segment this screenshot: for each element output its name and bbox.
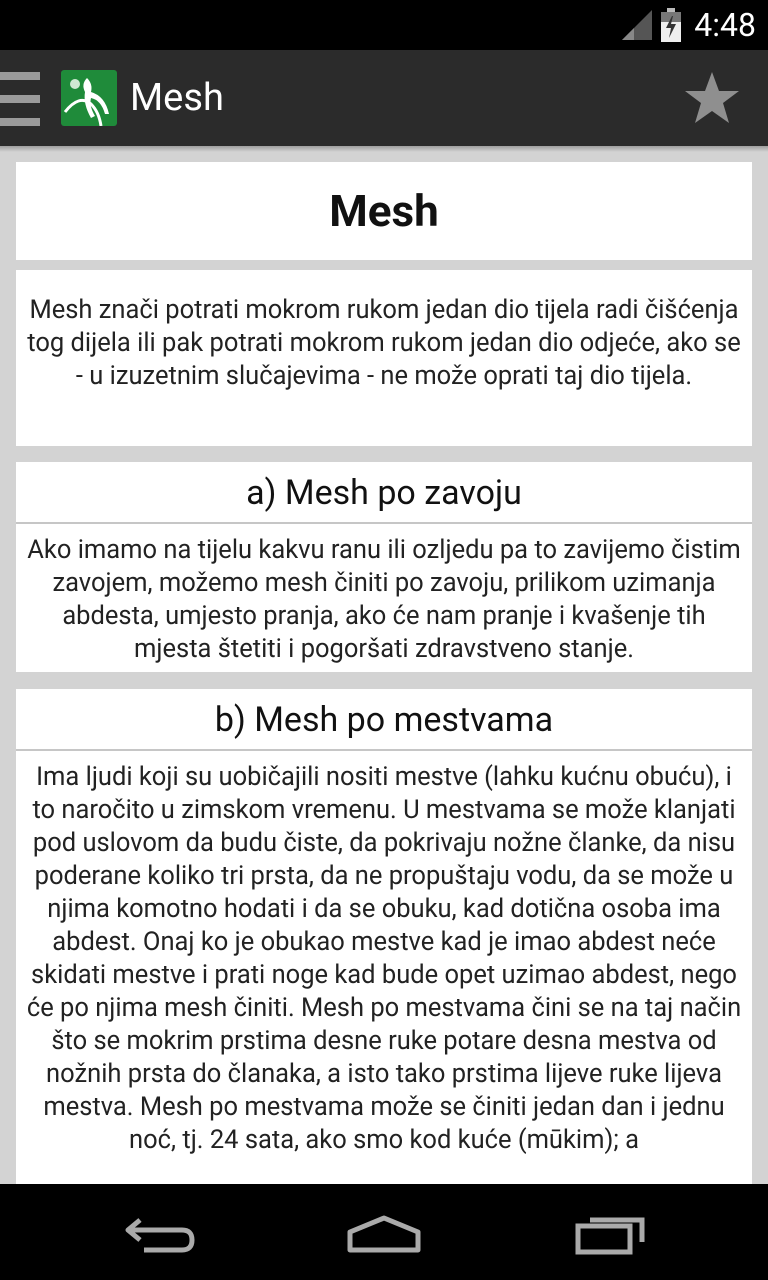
section-card-a [16, 462, 752, 672]
section-body: Ako imamo na tijelu kakvu ranu ili ozljedu pa to zavijemo čistim zavojem, možemo mesh činiti po zavoju, prilikom uzimanja abdesta, umjesto pranja, ako će nam pranje i kvašenje tih mjesta štetiti i pogoršati zdravstveno stanje. [27, 535, 741, 664]
drawer-menu-icon[interactable] [0, 70, 40, 128]
status-clock: 4:48 [694, 6, 756, 44]
action-bar [0, 50, 768, 146]
star-icon[interactable] [684, 70, 740, 126]
title-card [16, 162, 752, 260]
section-heading: b) Mesh po mestvama [16, 689, 752, 751]
section-body: Ima ljudi koji su uobičajili nositi mestve (lahku kućnu obuću), i to naročito u zimskom vremenu. U mestvama se može klanjati pod uslovom da budu čiste, da pokrivaju nožne članke, da nisu poderane koliko tri prsta, da ne propuštaju vodu, da se može u njima komotno hodati i da se obuku, kad dotična osoba ima abdest. Onaj ko je obukao mestve kad je imao abdest neće skidati mestve i prati noge kad bude opet uzimao abdest, nego će po njima mesh činiti. Mesh po mestvama čini se na taj način što se mokrim prstima desne ruke potare desna mestva od nožnih prsta do članaka, a isto tako prstima lijeve ruke lijeva mestva. Mesh po mestvama može se činiti jedan dan i jednu noć, tj. 24 sata, ako smo kod kuće (mūkim); a [26, 762, 742, 1155]
section-card-b [16, 689, 752, 1184]
navigation-bar [0, 1184, 768, 1280]
home-icon[interactable] [346, 1214, 422, 1254]
battery-icon [660, 8, 682, 42]
action-bar-shadow [0, 146, 768, 152]
back-icon[interactable] [124, 1214, 196, 1254]
recent-apps-icon[interactable] [574, 1212, 646, 1256]
section-heading: a) Mesh po zavoju [16, 462, 752, 524]
app-title: Mesh [130, 76, 224, 120]
intro-card [16, 270, 752, 446]
app-logo-icon[interactable] [61, 70, 117, 126]
intro-text: Mesh znači potrati mokrom rukom jedan dio tijela radi čišćenja tog dijela ili pak potrati mokrom rukom jedan dio odjeće, ako se - u izuzetnim slučajevima - ne može oprati taj dio tijela. [27, 295, 741, 391]
status-bar [0, 0, 768, 50]
content-area[interactable] [0, 146, 768, 1184]
article-title: Mesh [329, 185, 439, 237]
signal-icon [622, 10, 652, 40]
